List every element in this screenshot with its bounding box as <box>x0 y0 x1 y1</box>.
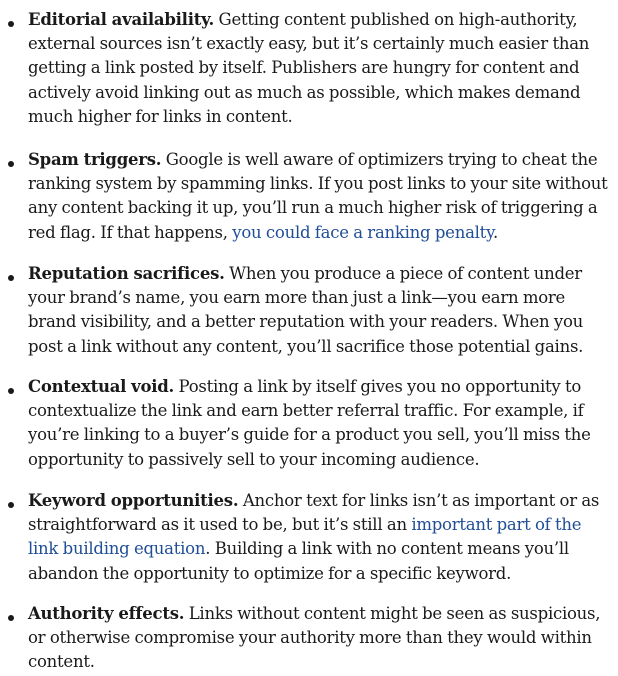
bullet-dot-icon <box>8 502 14 508</box>
bullet-dot-icon <box>8 615 14 621</box>
list-item-text <box>28 8 614 129</box>
ranking-penalty-link[interactable]: you could face a ranking penalty <box>232 222 493 242</box>
list-item-text <box>28 375 614 472</box>
list-item-body: Posting a link by itself gives you no opportunity to contextualize the link and earn better referral traffic. For example, if you’re linking to a buyer’s guide for a product you sell, you’ll miss the opportunity to passively sell to your incoming audience. <box>28 377 591 469</box>
list-item-text <box>28 262 614 359</box>
list-item-text <box>28 148 614 245</box>
bullet-dot-icon <box>8 161 14 167</box>
bullet-dot-icon <box>8 21 14 27</box>
list-item-body: Getting content published on high-authority, external sources isn’t exactly easy, but it’s certainly much easier than getting a link posted by itself. Publishers are hungry for content and actively avoid linking out as much as possible, which makes demand much higher for links in content. <box>28 10 590 126</box>
list-item-title: Spam triggers. <box>28 150 162 169</box>
list-item-title: Contextual void. <box>28 377 175 396</box>
list-item-body: Links without content might be seen as suspicious, or otherwise compromise your authority more than they would within content. <box>28 604 601 672</box>
list-item-title: Authority effects. <box>28 604 185 623</box>
list-item-body-end: . <box>492 222 498 242</box>
list-item-title: Editorial availability. <box>28 10 215 29</box>
bullet-dot-icon <box>8 388 14 394</box>
list-item-text <box>28 602 614 675</box>
list-item-title: Reputation sacrifices. <box>28 264 225 283</box>
list-item-body-end: . Building a link with no content means you’ll abandon the opportunity to optimize for a specific keyword. <box>28 539 569 583</box>
list-item-body: When you produce a piece of content under your brand’s name, you earn more than just a link—you earn more brand visibility, and a better reputation with your readers. When you post a link without any content, you’ll sacrifice those potential gains. <box>28 264 584 356</box>
bullet-dot-icon <box>8 275 14 281</box>
list-item-text <box>28 489 614 586</box>
list-item-title: Keyword opportunities. <box>28 491 239 510</box>
link-building-equation-link[interactable]: important part of the link building equation <box>28 515 582 559</box>
list-item-body: Google is well aware of optimizers trying to cheat the ranking system by spamming links. If you post links to your site without any content backing it up, you’ll run a much higher risk of triggering a red flag. If that happens, <box>28 150 608 242</box>
list-item-body: Anchor text for links isn’t as important or as straightforward as it used to be, but it’s still an <box>28 491 600 535</box>
